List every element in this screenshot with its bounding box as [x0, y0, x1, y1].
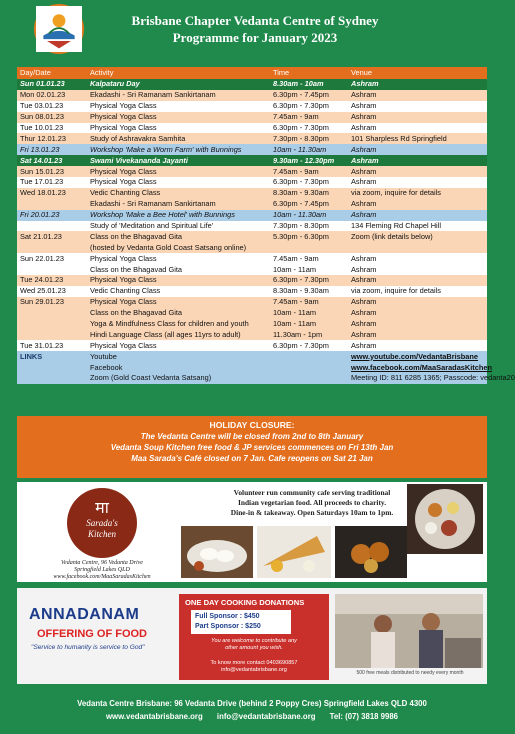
- schedule-cell-activity: Class on the Bhagavad Gita: [87, 231, 270, 242]
- schedule-cell-activity: Physical Yoga Class: [87, 340, 270, 351]
- schedule-cell-time: 6.30pm - 7.30pm: [270, 275, 348, 286]
- cafe-facebook-link[interactable]: www.facebook.com/MaaSaradasKitchen: [53, 574, 151, 580]
- cafe-address-line: Springfield Lakes QLD: [74, 567, 130, 573]
- schedule-cell-date: Tue 17.01.23: [17, 177, 87, 188]
- links-section: [17, 351, 515, 384]
- footer-contacts: [0, 711, 504, 722]
- schedule-cell-time: 7.45am - 9am: [270, 253, 348, 264]
- schedule-cell-venue: Ashram: [348, 144, 487, 155]
- schedule-cell-venue: Ashram: [348, 123, 487, 134]
- annadanam-section: [17, 588, 487, 684]
- schedule-row: [17, 144, 487, 155]
- donation-box: [179, 594, 329, 680]
- schedule-cell-time: 10am - 11.30am: [270, 144, 348, 155]
- schedule-cell-time: 5.30pm - 6.30pm: [270, 231, 348, 242]
- schedule-cell-activity: Ekadashi - Sri Ramanam Sankirtanam: [87, 90, 270, 101]
- schedule-row: [17, 340, 487, 351]
- closure-line: The Vedanta Centre will be closed from 2nd to 8th January: [140, 432, 364, 441]
- zoom-meeting-details: Meeting ID: 811 6285 1365; Passcode: vedanta20: [348, 373, 487, 384]
- schedule-cell-venue: Ashram: [348, 264, 487, 275]
- footer-phone: Tel: (07) 3818 9986: [329, 712, 399, 721]
- schedule-cell-time: 10am - 11am: [270, 308, 348, 319]
- schedule-cell-venue: Ashram: [348, 308, 487, 319]
- schedule-row: [17, 188, 487, 199]
- schedule-cell-activity: Physical Yoga Class: [87, 253, 270, 264]
- cafe-address-line: Vedanta Centre, 96 Vedanta Drive: [61, 560, 143, 566]
- schedule-row: [17, 319, 487, 330]
- schedule-row: [17, 166, 487, 177]
- annadanam-quote: "Service to humanity is service to God": [31, 644, 145, 651]
- full-sponsor-amount: Full Sponsor : $450: [195, 613, 260, 620]
- schedule-cell-venue: Ashram: [348, 210, 487, 221]
- volunteers-photo: [335, 594, 483, 668]
- schedule-cell-venue: Ashram: [348, 79, 487, 90]
- schedule-cell-activity: Physical Yoga Class: [87, 177, 270, 188]
- schedule-cell-time: 6.30pm - 7.30pm: [270, 101, 348, 112]
- schedule-cell-date: Tue 03.01.23: [17, 101, 87, 112]
- schedule-cell-activity: Class on the Bhagavad Gita: [87, 308, 270, 319]
- schedule-cell-date: Sun 08.01.23: [17, 112, 87, 123]
- schedule-cell-activity: Workshop 'Make a Bee Hotel' with Bunnings: [87, 210, 270, 221]
- schedule-cell-activity: Study of 'Meditation and Spiritual Life': [87, 221, 270, 232]
- food-photo-idli: [181, 526, 253, 578]
- cafe-description-line: Dine-in & takeaway. Open Saturdays 10am to 1pm.: [230, 508, 394, 517]
- schedule-cell-activity: Workshop 'Make a Worm Farm' with Bunnings: [87, 144, 270, 155]
- schedule-cell-date: [17, 329, 87, 340]
- links-label: [17, 373, 87, 384]
- schedule-row: [17, 221, 487, 232]
- schedule-cell-venue: [348, 242, 487, 253]
- schedule-table: [17, 67, 515, 384]
- donation-contact-phone: To know more contact 0403690857: [210, 660, 298, 666]
- schedule-row: [17, 329, 487, 340]
- part-sponsor-amount: Part Sponsor : $250: [195, 623, 261, 630]
- schedule-cell-venue: Ashram: [348, 297, 487, 308]
- schedule-cell-venue: 101 Sharpless Rd Springfield: [348, 133, 487, 144]
- schedule-cell-time: 6.30pm - 7.30pm: [270, 340, 348, 351]
- schedule-cell-date: Tue 31.01.23: [17, 340, 87, 351]
- schedule-cell-time: 8.30am - 9.30am: [270, 286, 348, 297]
- holiday-closure: [17, 416, 487, 478]
- schedule-cell-time: 10am - 11am: [270, 319, 348, 330]
- closure-heading: HOLIDAY CLOSURE:: [209, 420, 295, 430]
- schedule-cell-time: 6.30pm - 7.30pm: [270, 123, 348, 134]
- schedule-cell-time: [270, 242, 348, 253]
- schedule-body: [17, 79, 487, 351]
- schedule-cell-venue: Ashram: [348, 329, 487, 340]
- schedule-cell-date: [17, 264, 87, 275]
- schedule-cell-date: Sat 21.01.23: [17, 231, 87, 242]
- cafe-description-line: Indian vegetarian food. All proceeds to charity.: [237, 498, 387, 507]
- schedule-row: [17, 286, 487, 297]
- schedule-cell-activity: Hindi Language Class (all ages 11yrs to adult): [87, 329, 270, 340]
- schedule-cell-venue: Ashram: [348, 319, 487, 330]
- donation-welcome: [179, 638, 329, 652]
- cafe-logo: [67, 488, 137, 558]
- annadanam-subtitle: OFFERING OF FOOD: [37, 628, 147, 640]
- schedule-cell-date: Mon 02.01.23: [17, 90, 87, 101]
- schedule-row: [17, 101, 487, 112]
- schedule-cell-time: 8.30am - 9.30am: [270, 188, 348, 199]
- schedule-cell-time: 7.30pm - 8.30pm: [270, 221, 348, 232]
- schedule-cell-activity: Kalpataru Day: [87, 79, 270, 90]
- schedule-row: [17, 297, 487, 308]
- schedule-cell-time: 7.45am - 9am: [270, 112, 348, 123]
- schedule-cell-venue: Ashram: [348, 253, 487, 264]
- schedule-cell-activity: Physical Yoga Class: [87, 275, 270, 286]
- food-photo-dosa: [257, 526, 331, 578]
- schedule-cell-time: 6.30pm - 7.45pm: [270, 90, 348, 101]
- schedule-cell-date: Sat 14.01.23: [17, 155, 87, 166]
- links-label: [17, 362, 87, 373]
- schedule-cell-venue: Zoom (link details below): [348, 231, 487, 242]
- schedule-row: [17, 231, 487, 242]
- schedule-cell-venue: Ashram: [348, 155, 487, 166]
- schedule-cell-activity: Ekadashi - Sri Ramanam Sankirtanam: [87, 199, 270, 210]
- schedule-cell-activity: Physical Yoga Class: [87, 112, 270, 123]
- schedule-cell-venue: via zoom, inquire for details: [348, 286, 487, 297]
- schedule-cell-time: 6.30pm - 7.30pm: [270, 177, 348, 188]
- column-header-date: Day/Date: [17, 67, 87, 79]
- schedule-cell-date: Tue 10.01.23: [17, 123, 87, 134]
- schedule-cell-venue: Ashram: [348, 166, 487, 177]
- schedule-cell-venue: Ashram: [348, 112, 487, 123]
- schedule-cell-time: 7.30pm - 8.30pm: [270, 133, 348, 144]
- schedule-row: [17, 253, 487, 264]
- footer-address: Vedanta Centre Brisbane: 96 Vedanta Drive (behind 2 Poppy Cres) Springfield Lakes QLD 4300: [77, 699, 427, 708]
- page-subtitle: Programme for January 2023: [172, 30, 338, 45]
- cafe-description: [187, 488, 437, 518]
- schedule-cell-date: Sun 01.01.23: [17, 79, 87, 90]
- column-header-time: Time: [270, 67, 348, 79]
- food-photo-vada: [335, 526, 407, 578]
- schedule-cell-activity: (hosted by Vedanta Gold Coast Satsang online): [87, 242, 270, 253]
- schedule-cell-time: 6.30pm - 7.45pm: [270, 199, 348, 210]
- schedule-cell-date: Fri 20.01.23: [17, 210, 87, 221]
- schedule-cell-date: Sun 22.01.23: [17, 253, 87, 264]
- schedule-cell-venue: Ashram: [348, 90, 487, 101]
- link-url[interactable]: www.youtube.com/VedantaBrisbane: [348, 351, 487, 362]
- schedule-row: [17, 199, 487, 210]
- schedule-row: [17, 275, 487, 286]
- schedule-row: [17, 112, 487, 123]
- schedule-cell-activity: Vedic Chanting Class: [87, 286, 270, 297]
- donation-contact-email[interactable]: info@vedantabrisbane.org: [221, 667, 287, 673]
- link-platform-name: Youtube: [87, 351, 348, 362]
- schedule-cell-date: [17, 199, 87, 210]
- schedule-cell-venue: Ashram: [348, 340, 487, 351]
- schedule-cell-venue: 134 Fleming Rd Chapel Hill: [348, 221, 487, 232]
- schedule-header-row: [17, 67, 487, 79]
- schedule-row: [17, 123, 487, 134]
- schedule-row: [17, 242, 487, 253]
- closure-line: Maa Sarada's Café closed on 7 Jan. Cafe reopens on Sat 21 Jan: [131, 454, 373, 463]
- cafe-logo-line: Sarada's: [86, 518, 118, 528]
- centre-logo: [34, 4, 84, 54]
- schedule-cell-activity: Physical Yoga Class: [87, 297, 270, 308]
- cafe-address: [27, 560, 177, 581]
- donation-amounts: [191, 610, 291, 634]
- links-row: [17, 351, 487, 362]
- schedule-row: [17, 177, 487, 188]
- schedule-cell-date: Sun 15.01.23: [17, 166, 87, 177]
- schedule-row: [17, 308, 487, 319]
- schedule-cell-date: Fri 13.01.23: [17, 144, 87, 155]
- schedule-cell-date: Tue 24.01.23: [17, 275, 87, 286]
- donation-welcome-line: other amount you wish.: [225, 645, 283, 651]
- meals-caption: 500 free meals distributed to needy every month: [356, 670, 464, 676]
- footer: [0, 698, 504, 722]
- food-photo-thali: [407, 484, 483, 554]
- schedule-cell-activity: Yoga & Mindfulness Class for children and youth: [87, 319, 270, 330]
- schedule-cell-activity: Physical Yoga Class: [87, 166, 270, 177]
- schedule-cell-time: 10am - 11am: [270, 264, 348, 275]
- column-header-activity: Activity: [87, 67, 270, 79]
- schedule-cell-date: Thur 12.01.23: [17, 133, 87, 144]
- schedule-row: [17, 79, 487, 90]
- schedule-cell-date: [17, 308, 87, 319]
- donation-welcome-line: You are welcome to contribute any: [211, 638, 297, 644]
- annadanam-title: ANNADANAM: [29, 606, 140, 623]
- schedule-cell-venue: Ashram: [348, 199, 487, 210]
- schedule-cell-activity: Study of Ashravakra Samhita: [87, 133, 270, 144]
- schedule-cell-date: [17, 242, 87, 253]
- schedule-cell-time: 9.30am - 12.30pm: [270, 155, 348, 166]
- cafe-description-line: Volunteer run community cafe serving traditional: [233, 488, 391, 497]
- footer-email-link[interactable]: info@vedantabrisbane.org: [216, 712, 316, 721]
- schedule-row: [17, 210, 487, 221]
- schedule-row: [17, 264, 487, 275]
- schedule-cell-activity: Vedic Chanting Class: [87, 188, 270, 199]
- schedule-cell-date: Wed 18.01.23: [17, 188, 87, 199]
- page-title: Brisbane Chapter Vedanta Centre of Sydney: [131, 13, 379, 28]
- schedule-cell-activity: Physical Yoga Class: [87, 101, 270, 112]
- donation-heading: ONE DAY COOKING DONATIONS: [185, 598, 305, 607]
- schedule-cell-time: 7.45am - 9am: [270, 166, 348, 177]
- link-platform-name: Zoom (Gold Coast Vedanta Satsang): [87, 373, 348, 384]
- links-label: LINKS: [17, 351, 87, 362]
- schedule-row: [17, 155, 487, 166]
- schedule-cell-time: 8.30am - 10am: [270, 79, 348, 90]
- schedule-cell-activity: Class on the Bhagavad Gita: [87, 264, 270, 275]
- schedule-row: [17, 90, 487, 101]
- schedule-cell-venue: via zoom, inquire for details: [348, 188, 487, 199]
- schedule-cell-time: 7.45am - 9am: [270, 297, 348, 308]
- schedule-cell-time: 10am - 11.30am: [270, 210, 348, 221]
- schedule-cell-date: [17, 319, 87, 330]
- schedule-cell-activity: Swami Vivekananda Jayanti: [87, 155, 270, 166]
- schedule-cell-date: Sun 29.01.23: [17, 297, 87, 308]
- closure-line: Vedanta Soup Kitchen free food & JP services commences on Fri 13th Jan: [110, 443, 394, 452]
- footer-website-link[interactable]: www.vedantabrisbane.org: [105, 712, 203, 721]
- cafe-logo-line: Kitchen: [88, 529, 116, 539]
- schedule-cell-time: 11.30am - 1pm: [270, 329, 348, 340]
- header: [0, 0, 504, 66]
- schedule-cell-venue: Ashram: [348, 275, 487, 286]
- cafe-logo-glyph: मा: [95, 498, 109, 517]
- schedule-cell-date: [17, 221, 87, 232]
- schedule-row: [17, 133, 487, 144]
- link-url[interactable]: www.facebook.com/MaaSaradasKitchen: [348, 362, 487, 373]
- schedule-cell-venue: Ashram: [348, 101, 487, 112]
- cafe-logo-text: [67, 518, 137, 540]
- links-row: [17, 373, 487, 384]
- cafe-section: [17, 482, 487, 582]
- link-platform-name: Facebook: [87, 362, 348, 373]
- donation-contact: [179, 660, 329, 674]
- links-row: [17, 362, 487, 373]
- schedule-cell-venue: Ashram: [348, 177, 487, 188]
- column-header-venue: Venue: [348, 67, 487, 79]
- schedule-cell-activity: Physical Yoga Class: [87, 123, 270, 134]
- schedule-cell-date: Wed 25.01.23: [17, 286, 87, 297]
